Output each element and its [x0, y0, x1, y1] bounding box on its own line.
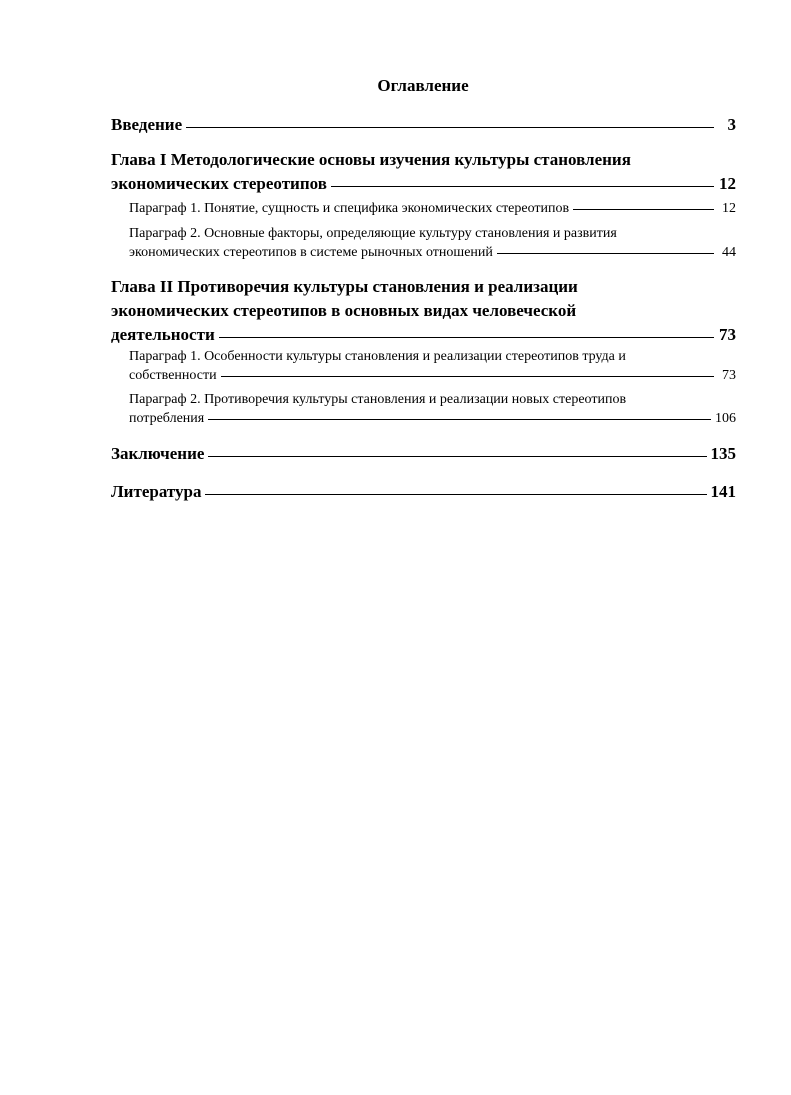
- toc-entry-references[interactable]: [111, 480, 736, 504]
- toc-entry-label-line: Глава I Методологические основы изучения культуры становления: [111, 150, 631, 169]
- dot-leader: [208, 456, 706, 457]
- toc-entry-conclusion[interactable]: [111, 442, 736, 466]
- toc-entry-chapter-1[interactable]: [111, 148, 736, 196]
- page-number: 3: [727, 115, 736, 134]
- toc-entry-label-line: потребления: [129, 411, 205, 426]
- toc-entry-chapter-2[interactable]: [111, 275, 736, 347]
- dot-leader: [497, 253, 714, 254]
- toc-entry-section-2-1[interactable]: [129, 347, 736, 385]
- toc-entry-label-line: Параграф 2. Основные факторы, определяющие культуру становления и развития: [129, 226, 617, 241]
- toc-entry-label-line: Параграф 2. Противоречия культуры становления и реализации новых стереотипов: [129, 392, 627, 407]
- page-number: 12: [722, 201, 736, 216]
- toc-entry-label-line: экономических стереотипов в системе рыночных отношений: [129, 245, 493, 260]
- page-number: 44: [722, 245, 736, 260]
- toc-entry-label: Литература: [111, 482, 202, 501]
- toc-entry-label-line: Глава II Противоречия культуры становления и реализации: [111, 277, 578, 296]
- toc-title: Оглавление: [377, 76, 469, 95]
- dot-leader: [219, 337, 714, 338]
- toc-entry-label-line: собственности: [129, 368, 217, 383]
- page-number: 135: [710, 444, 736, 463]
- toc-entry-label: Введение: [111, 115, 183, 134]
- page-number: 106: [715, 411, 736, 426]
- dot-leader: [208, 419, 711, 420]
- page-number: 73: [719, 325, 736, 344]
- dot-leader: [331, 186, 714, 187]
- page-number: 12: [719, 174, 736, 193]
- toc-entry-label-line: Параграф 1. Особенности культуры становления и реализации стереотипов труда и: [129, 349, 626, 364]
- dot-leader: [573, 209, 714, 210]
- toc-entry-section-1-2[interactable]: [129, 224, 736, 262]
- toc-entry-label-line: экономических стереотипов в основных видах человеческой: [111, 301, 577, 320]
- toc-entry-label: Заключение: [111, 444, 205, 463]
- page-number: 141: [710, 482, 736, 501]
- toc-entry-label-line: деятельности: [111, 325, 215, 344]
- toc-entry-label-line: экономических стереотипов: [111, 174, 327, 193]
- toc-entry-section-2-2[interactable]: [129, 390, 736, 428]
- toc-entry-introduction[interactable]: [111, 113, 736, 137]
- dot-leader: [186, 127, 714, 128]
- dot-leader: [205, 494, 706, 495]
- page-number: 73: [722, 368, 736, 383]
- dot-leader: [221, 376, 714, 377]
- toc-entry-section-1-1[interactable]: [129, 199, 736, 218]
- toc-entry-label: Параграф 1. Понятие, сущность и специфика экономических стереотипов: [129, 201, 570, 216]
